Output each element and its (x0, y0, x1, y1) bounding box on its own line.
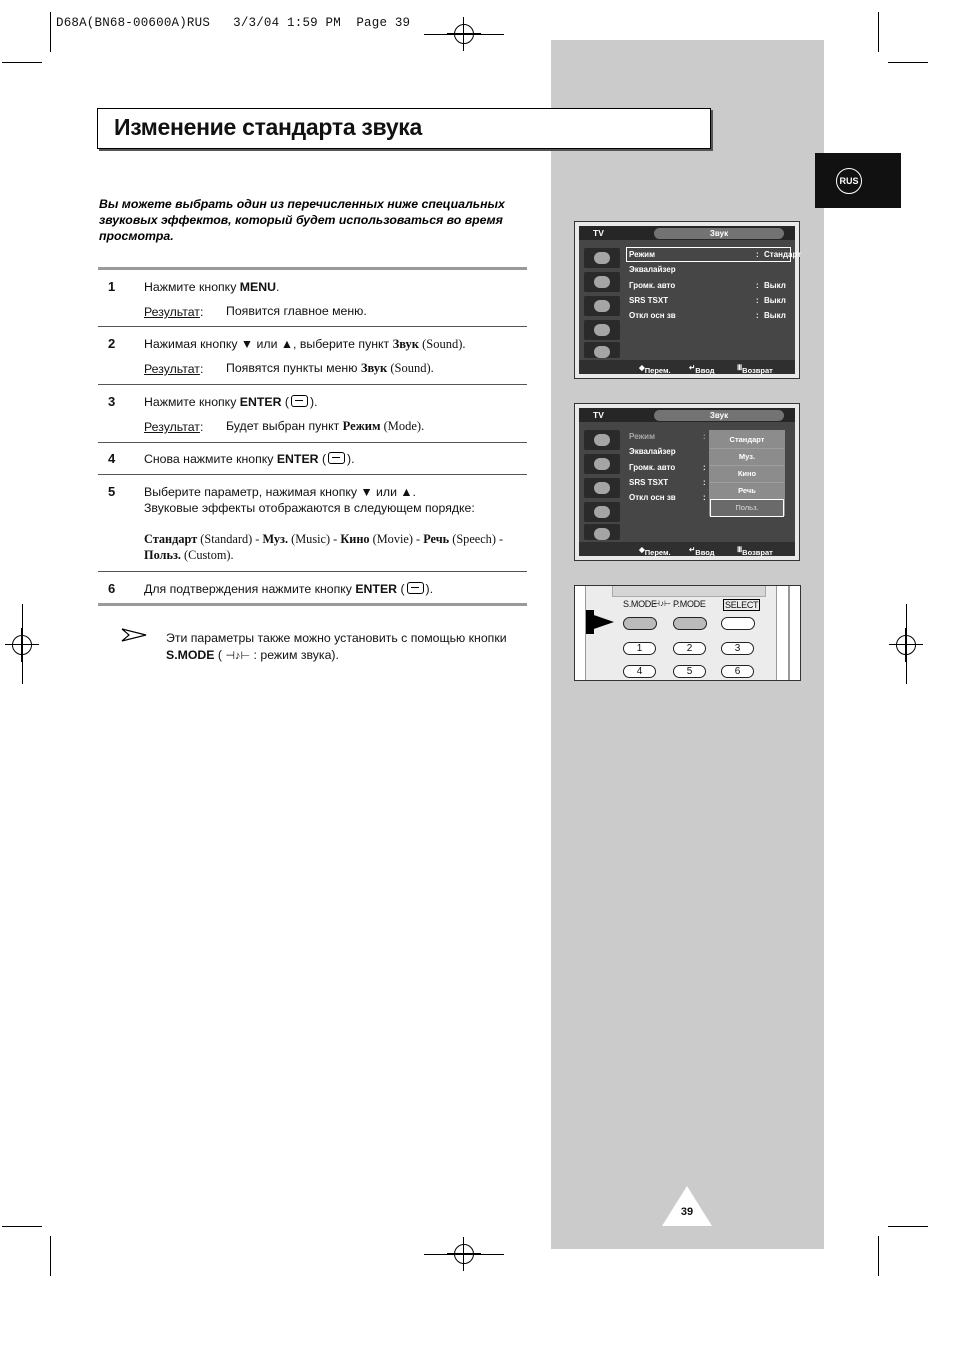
channel-icon (584, 478, 620, 498)
crop-mark (878, 12, 879, 52)
menu-row[interactable]: Громк. авто : Выкл ▶ (629, 281, 835, 290)
dropdown-option[interactable]: Стандарт (710, 432, 784, 449)
input-icon (584, 524, 620, 540)
crop-mark (888, 1226, 928, 1227)
menu-icon-column (581, 424, 621, 536)
smode-button[interactable] (623, 617, 657, 630)
menu-title: Звук (654, 228, 784, 239)
table-bottom-rule (98, 603, 527, 606)
row-divider (98, 442, 527, 443)
sound-mode-icon: ⊣♪⊢ (653, 599, 671, 608)
step-text: Нажмите кнопку MENU. (144, 280, 280, 294)
row-divider (98, 474, 527, 475)
step-number: 4 (108, 451, 116, 466)
dropdown-option[interactable]: Речь (710, 483, 784, 500)
row-divider (98, 571, 527, 572)
pmode-label: P.MODE (673, 599, 706, 609)
result-text: Появятся пункты меню Звук (Sound). (226, 361, 434, 375)
menu-icon-column (581, 242, 621, 354)
result-text: Будет выбран пункт Режим (Mode). (226, 419, 425, 433)
number-key-6[interactable]: 6 (721, 665, 754, 678)
number-key-3[interactable]: 3 (721, 642, 754, 655)
input-icon (584, 342, 620, 358)
sound-mode-icon: ⊣♪⊢ (225, 650, 251, 662)
note-text: Эти параметры также можно установить с помощью кнопки S.MODE ( ⊣♪⊢ : режим звука). (166, 631, 507, 662)
enter-icon (291, 395, 308, 407)
tv-label: TV (593, 410, 604, 420)
row-divider (98, 326, 527, 327)
result-label: Результат: (144, 362, 204, 376)
osd-footer: ◆ Перем. ↵ Ввод Ⅲ Возврат (579, 360, 795, 374)
menu-row[interactable]: Режим : (629, 432, 706, 441)
pmode-button[interactable] (673, 617, 707, 630)
setup-icon (584, 320, 620, 340)
result-label: Результат: (144, 305, 204, 319)
osd-screen-1 (574, 221, 835, 379)
channel-icon (584, 296, 620, 316)
step-number: 3 (108, 394, 116, 409)
osd-footer: ◆ Перем. ↵ Ввод Ⅲ Возврат (579, 542, 795, 556)
dropdown-option[interactable]: Муз. (710, 449, 784, 466)
menu-row[interactable]: Откл осн зв : Выкл ▶ (629, 311, 835, 320)
sound-icon (584, 272, 620, 292)
enter-icon (328, 452, 345, 464)
result-text: Появится главное меню. (226, 304, 367, 318)
page-title: Изменение стандарта звука (114, 114, 423, 140)
result-label: Результат: (144, 420, 204, 434)
menu-row[interactable]: Эквалайзер ▶ (629, 265, 835, 274)
smode-label: S.MODE (623, 599, 657, 609)
crop-mark (888, 62, 928, 63)
dropdown-option-selected[interactable]: Польз. (710, 499, 784, 517)
number-key-2[interactable]: 2 (673, 642, 706, 655)
step-number: 6 (108, 581, 116, 596)
menu-row[interactable]: SRS TSXT : Выкл ▶ (629, 296, 835, 305)
mode-dropdown[interactable] (709, 430, 785, 516)
setup-icon (584, 502, 620, 522)
step-text: Выберите параметр, нажимая кнопку ▼ или ▲. (144, 485, 416, 499)
step-number: 1 (108, 279, 116, 294)
note-arrow-icon (121, 628, 147, 642)
crop-mark (50, 1236, 51, 1276)
select-label: SELECT (725, 600, 759, 610)
dropdown-option[interactable]: Кино (710, 466, 784, 483)
number-key-1[interactable]: 1 (623, 642, 656, 655)
tv-label: TV (593, 228, 604, 238)
step-number: 2 (108, 336, 116, 351)
sound-icon (584, 454, 620, 474)
menu-row[interactable]: Откл осн зв : (629, 493, 706, 502)
number-key-4[interactable]: 4 (623, 665, 656, 678)
page-number: 39 (680, 1206, 694, 1218)
osd-screen-2 (574, 403, 800, 561)
registration-line (424, 1254, 504, 1255)
language-badge: RUS (836, 168, 862, 194)
menu-row[interactable]: Режим : Стандарт ▶ (629, 250, 835, 259)
pointer-arrow-icon (588, 613, 614, 631)
crop-mark (878, 1236, 879, 1276)
step-text: Снова нажмите кнопку ENTER ( ). (144, 452, 355, 466)
remote-edge (788, 586, 790, 680)
registration-line (22, 604, 23, 684)
print-header: D68A(BN68-00600A)RUS 3/3/04 1:59 PM Page 39 (56, 16, 411, 30)
menu-row[interactable]: SRS TSXT : (629, 478, 706, 487)
number-key-5[interactable]: 5 (673, 665, 706, 678)
registration-line (906, 604, 907, 684)
crop-mark (2, 62, 42, 63)
step-text: Для подтверждения нажмите кнопку ENTER ( ). (144, 582, 434, 596)
intro-text: Вы можете выбрать один из перечисленных ниже специальных звуковых эффектов, который будет использоваться во время просмотра. (99, 197, 505, 243)
row-divider (98, 384, 527, 385)
picture-icon (584, 430, 620, 450)
step-text: Нажимая кнопку ▼ или ▲, выберите пункт Звук (Sound). (144, 337, 466, 351)
menu-title: Звук (654, 410, 784, 421)
table-top-rule (98, 267, 527, 270)
step-text: Нажмите кнопку ENTER ( ). (144, 395, 318, 409)
menu-row[interactable]: Эквалайзер (629, 447, 676, 456)
menu-row[interactable]: Громк. авто : (629, 463, 706, 472)
registration-line (424, 34, 504, 35)
step-number: 5 (108, 484, 116, 499)
picture-icon (584, 248, 620, 268)
crop-mark (50, 12, 51, 52)
remote-illustration (574, 585, 801, 681)
select-button[interactable] (721, 617, 755, 630)
crop-mark (2, 1226, 42, 1227)
mode-sequence: Стандарт (Standard) - Муз. (Music) - Кино (Movie) - Речь (Speech) - Польз. (Custom). (144, 532, 504, 562)
step-text: Звуковые эффекты отображаются в следующем порядке: (144, 501, 475, 515)
enter-icon (407, 582, 424, 594)
